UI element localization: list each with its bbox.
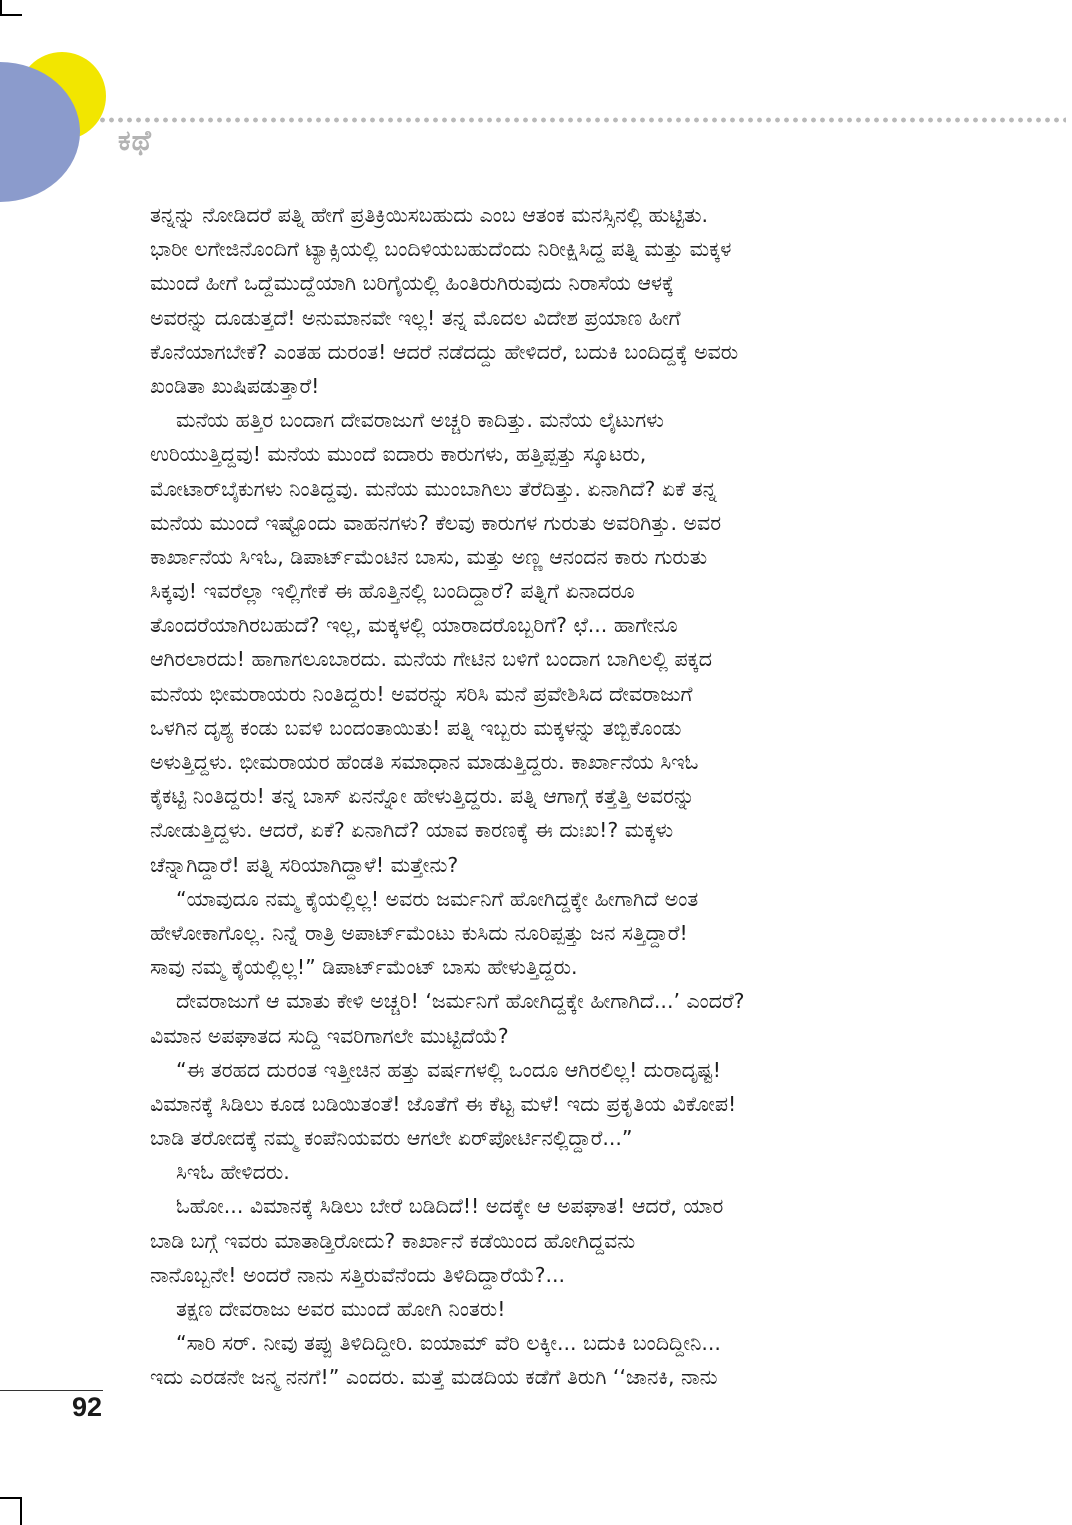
text-line: ಅಳುತ್ತಿದ್ದಳು. ಭೀಮರಾಯರ ಹೆಂಡತಿ ಸಮಾಧಾನ ಮಾಡುತ್ತಿದ್ದರು. ಕಾರ್ಖಾನೆಯ ಸಿಇಓ bbox=[150, 750, 699, 774]
text-line: ಮನೆಯ ಭೀಮರಾಯರು ನಿಂತಿದ್ದರು! ಅವರನ್ನು ಸರಿಸಿ ಮನೆ ಪ್ರವೇಶಿಸಿದ ದೇವರಾಜುಗೆ bbox=[150, 681, 693, 706]
text-line: “ಸಾರಿ ಸರ್. ನೀವು ತಪ್ಪು ತಿಳಿದಿದ್ದೀರಿ. ಐಯಾಮ್ ವೆರಿ ಲಕ್ಕೀ... ಬದುಕಿ ಬಂದಿದ್ದೀನಿ... bbox=[176, 1331, 721, 1356]
text-line: ಬಾಡಿ ಬಗ್ಗೆ ಇವರು ಮಾತಾಡ್ತಿರೋದು? ಕಾರ್ಖಾನೆ ಕಡೆಯಿಂದ ಹೋಗಿದ್ದವನು bbox=[150, 1228, 636, 1253]
text-line: ಕೈಕಟ್ಟಿ ನಿಂತಿದ್ದರು! ತನ್ನ ಬಾಸ್ ಏನನ್ನೋ ಹೇಳುತ್ತಿದ್ದರು. ಪತ್ನಿ ಆಗಾಗ್ಗೆ ಕತ್ತೆತ್ತಿ ಅವರನ್ನು bbox=[150, 784, 695, 809]
text-line: ಮನೆಯ ಹತ್ತಿರ ಬಂದಾಗ ದೇವರಾಜುಗೆ ಅಚ್ಚರಿ ಕಾದಿತ್ತು. ಮನೆಯ ಲೈಟುಗಳು bbox=[176, 408, 664, 433]
section-label: ಕಥೆ bbox=[118, 124, 152, 157]
text-line: ಮೋಟಾರ್‌ಬೈಕುಗಳು ನಿಂತಿದ್ದವು. ಮನೆಯ ಮುಂಬಾಗಿಲು ತೆರೆದಿತ್ತು. ಏನಾಗಿದೆ? ಏಕೆ ತನ್ನ bbox=[150, 476, 717, 501]
text-line: ಚೆನ್ನಾಗಿದ್ದಾರೆ! ಪತ್ನಿ ಸರಿಯಾಗಿದ್ದಾಳೆ! ಮತ್ತೇನು? bbox=[150, 852, 459, 877]
text-line: ಇದು ಎರಡನೇ ಜನ್ಮ ನನಗೆ!” ಎಂದರು. ಮತ್ತೆ ಮಡದಿಯ ಕಡೆಗೆ ತಿರುಗಿ ‘‘ಜಾನಕಿ, ನಾನು bbox=[150, 1365, 718, 1390]
crop-mark-top-left-v bbox=[0, 0, 2, 14]
text-line: ನೋಡುತ್ತಿದ್ದಳು. ಆದರೆ, ಏಕೆ? ಏನಾಗಿದೆ? ಯಾವ ಕಾರಣಕ್ಕೆ ಈ ದುಃಖ!? ಮಕ್ಕಳು bbox=[150, 818, 674, 843]
text-line: ದೇವರಾಜುಗೆ ಆ ಮಾತು ಕೇಳಿ ಅಚ್ಚರಿ! ‘ಜರ್ಮನಿಗೆ ಹೋಗಿದ್ದಕ್ಕೇ ಹೀಗಾಗಿದೆ...’ ಎಂದರೆ? bbox=[176, 989, 745, 1014]
text-line: “ಈ ತರಹದ ದುರಂತ ಇತ್ತೀಚಿನ ಹತ್ತು ವರ್ಷಗಳಲ್ಲಿ ಒಂದೂ ಆಗಿರಲಿಲ್ಲ! ದುರಾದೃಷ್ಟ! bbox=[176, 1057, 721, 1082]
page-number: 92 bbox=[72, 1392, 103, 1422]
text-line: ಉರಿಯುತ್ತಿದ್ದವು! ಮನೆಯ ಮುಂದೆ ಐದಾರು ಕಾರುಗಳು, ಹತ್ತಿಪ್ಪತ್ತು ಸ್ಕೂಟರು, bbox=[150, 442, 647, 467]
text-line: ಬಾಡಿ ತರೋದಕ್ಕೆ ನಮ್ಮ ಕಂಪೆನಿಯವರು ಆಗಲೇ ಏರ್‌ಪೋರ್ಟಿನಲ್ಲಿದ್ದಾರೆ...” bbox=[150, 1126, 633, 1151]
text-line: ವಿಮಾನ ಅಪಘಾತದ ಸುದ್ದಿ ಇವರಿಗಾಗಲೇ ಮುಟ್ಟಿದೆಯೆ? bbox=[150, 1023, 509, 1048]
text-line: ಸಾವು ನಮ್ಮ ಕೈಯಲ್ಲಿಲ್ಲ!” ಡಿಪಾರ್ಟ್‌ಮೆಂಟ್ ಬಾಸು ಹೇಳುತ್ತಿದ್ದರು. bbox=[150, 955, 578, 980]
text-line: ತೊಂದರೆಯಾಗಿರಬಹುದೆ? ಇಲ್ಲ, ಮಕ್ಕಳಲ್ಲಿ ಯಾರಾದರೊಬ್ಬರಿಗೆ? ಛೆ... ಹಾಗೇನೂ bbox=[150, 613, 678, 638]
crop-mark-bottom-left-h bbox=[0, 1497, 22, 1499]
text-line: ಮನೆಯ ಮುಂದೆ ಇಷ್ಟೊಂದು ವಾಹನಗಳು? ಕೆಲವು ಕಾರುಗಳ ಗುರುತು ಅವರಿಗಿತ್ತು. ಅವರ bbox=[150, 510, 722, 535]
text-line: ತಕ್ಷಣ ದೇವರಾಜು ಅವರ ಮುಂದೆ ಹೋಗಿ ನಿಂತರು! bbox=[176, 1297, 506, 1321]
text-line: “ಯಾವುದೂ ನಮ್ಮ ಕೈಯಲ್ಲಿಲ್ಲ! ಅವರು ಜರ್ಮನಿಗೆ ಹೋಗಿದ್ದಕ್ಕೇ ಹೀಗಾಗಿದೆ ಅಂತ bbox=[176, 886, 699, 911]
text-line: ಭಾರೀ ಲಗೇಜಿನೊಂದಿಗೆ ಟ್ಯಾಕ್ಸಿಯಲ್ಲಿ ಬಂದಿಳಿಯಬಹುದೆಂದು ನಿರೀಕ್ಷಿಸಿದ್ದ ಪತ್ನಿ ಮತ್ತು ಮಕ್ಕಳ bbox=[150, 237, 732, 262]
text-line: ಮುಂದೆ ಹೀಗೆ ಒದ್ದೆಮುದ್ದೆಯಾಗಿ ಬರಿಗೈಯಲ್ಲಿ ಹಿಂತಿರುಗಿರುವುದು ನಿರಾಸೆಯ ಆಳಕ್ಕೆ bbox=[150, 271, 674, 296]
text-line: ಓಹೋ... ವಿಮಾನಕ್ಕೆ ಸಿಡಿಲು ಬೇರೆ ಬಡಿದಿದೆ!! ಅದಕ್ಕೇ ಆ ಅಪಘಾತ! ಆದರೆ, ಯಾರ bbox=[176, 1194, 724, 1219]
text-line: ಸಿಇಓ ಹೇಳಿದರು. bbox=[176, 1160, 290, 1185]
text-line: ಹೇಳೋಕಾಗೊಲ್ಲ. ನಿನ್ನೆ ರಾತ್ರಿ ಅಪಾರ್ಟ್‌ಮೆಂಟು ಕುಸಿದು ನೂರಿಪ್ಪತ್ತು ಜನ ಸತ್ತಿದ್ದಾರೆ! bbox=[150, 920, 688, 945]
story-text bbox=[150, 198, 910, 1395]
text-line: ಆಗಿರಲಾರದು! ಹಾಗಾಗಲೂಬಾರದು. ಮನೆಯ ಗೇಟಿನ ಬಳಿಗೆ ಬಂದಾಗ ಬಾಗಿಲಲ್ಲಿ ಪಕ್ಕದ bbox=[150, 647, 713, 672]
text-line: ನಾನೊಬ್ಬನೇ! ಅಂದರೆ ನಾನು ಸತ್ತಿರುವೆನೆಂದು ತಿಳಿದಿದ್ದಾರೆಯೆ?... bbox=[150, 1262, 565, 1287]
text-line: ಕೊನೆಯಾಗಬೇಕೆ? ಎಂತಹ ದುರಂತ! ಆದರೆ ನಡೆದದ್ದು ಹೇಳಿದರೆ, ಬದುಕಿ ಬಂದಿದ್ದಕ್ಕೆ ಅವರು bbox=[150, 339, 739, 364]
page-number-rule bbox=[0, 1390, 103, 1391]
text-line: ಒಳಗಿನ ದೃಶ್ಯ ಕಂಡು ಬವಳಿ ಬಂದಂತಾಯಿತು! ಪತ್ನಿ ಇಬ್ಬರು ಮಕ್ಕಳನ್ನು ತಬ್ಬಿಕೊಂಡು bbox=[150, 715, 682, 740]
text-line: ಸಿಕ್ಕವು! ಇವರೆಲ್ಲಾ ಇಲ್ಲಿಗೇಕೆ ಈ ಹೊತ್ತಿನಲ್ಲಿ ಬಂದಿದ್ದಾರೆ? ಪತ್ನಿಗೆ ಏನಾದರೂ bbox=[150, 579, 635, 604]
text-line: ಅವರನ್ನು ದೂಡುತ್ತದೆ! ಅನುಮಾನವೇ ಇಲ್ಲ! ತನ್ನ ಮೊದಲ ವಿದೇಶ ಪ್ರಯಾಣ ಹೀಗೆ bbox=[150, 305, 681, 330]
dotted-divider bbox=[98, 117, 1066, 123]
text-line: ತನ್ನನ್ನು ನೋಡಿದರೆ ಪತ್ನಿ ಹೇಗೆ ಪ್ರತಿಕ್ರಿಯಿಸಬಹುದು ಎಂಬ ಆತಂಕ ಮನಸ್ಸಿನಲ್ಲಿ ಹುಟ್ಟಿತು. bbox=[150, 203, 709, 227]
text-line: ಖಂಡಿತಾ ಖುಷಿಪಡುತ್ತಾರೆ! bbox=[150, 373, 320, 398]
crop-mark-top-left-h bbox=[0, 14, 22, 16]
crop-mark-bottom-left-v bbox=[20, 1497, 22, 1525]
text-line: ವಿಮಾನಕ್ಕೆ ಸಿಡಿಲು ಕೂಡ ಬಡಿಯಿತಂತೆ! ಜೊತೆಗೆ ಈ ಕೆಟ್ಟ ಮಳೆ! ಇದು ಪ್ರಕೃತಿಯ ವಿಕೋಪ! bbox=[150, 1091, 737, 1116]
text-line: ಕಾರ್ಖಾನೆಯ ಸಿಇಓ, ಡಿಪಾರ್ಟ್‌ಮೆಂಟಿನ ಬಾಸು, ಮತ್ತು ಅಣ್ಣ ಆನಂದನ ಕಾರು ಗುರುತು bbox=[150, 544, 708, 569]
